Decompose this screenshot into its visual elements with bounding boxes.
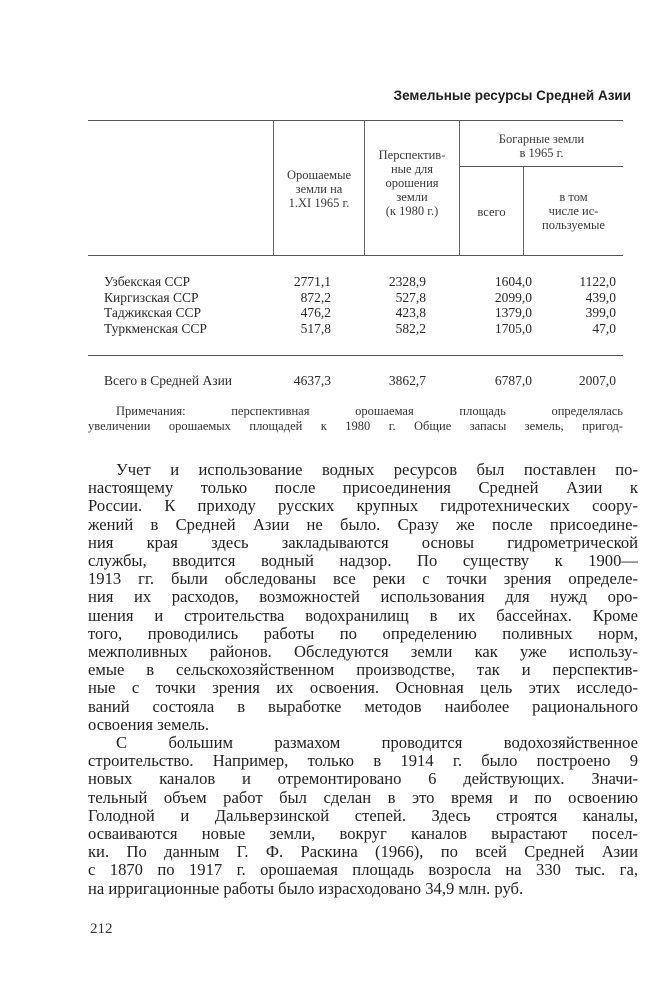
table-row [104, 305, 616, 320]
row-label: Всего в Средней Азии [104, 373, 233, 388]
header-line: ные для [390, 162, 434, 176]
text-line: на ирригационные работы было израсходовано 34,9 млн. руб. [88, 878, 524, 898]
header-used [524, 190, 623, 232]
cell: 6787,0 [494, 373, 532, 388]
cell: 476,2 [300, 305, 331, 320]
table-row [104, 290, 616, 305]
cell: 872,2 [300, 289, 331, 305]
body-text [88, 461, 638, 898]
cell: 3862,7 [388, 373, 426, 388]
header-bogara [460, 132, 623, 160]
cell: 2328,9 [388, 274, 426, 289]
header-line: в 1965 г. [519, 146, 564, 160]
cell: 1705,0 [494, 320, 532, 336]
header-line: в том [559, 190, 588, 204]
row-label: Туркменская ССР [104, 320, 207, 336]
text-line: ния их расходов, возможностей использования для нужд оро- [88, 587, 638, 607]
text-line: С большим размахом проводится водохозяйственное [116, 733, 638, 753]
text-line: 1913 гг. были обследованы все реки с точки зрения определе- [88, 569, 638, 589]
text-line: межполивных районов. Обследуются земли как уже использу- [88, 642, 638, 662]
row-label: Узбекская ССР [104, 274, 191, 289]
header-line: пользуемые [542, 218, 605, 232]
header-bottom-rule [88, 255, 623, 256]
text-line: тельный объем работ был сделан в это время и по освоению [88, 787, 638, 807]
header-line: орошения [385, 176, 439, 190]
text-line: емые в сельскохозяйственном производстве, так и перспектив- [88, 660, 638, 680]
cell: 47,0 [592, 320, 616, 336]
note-line: Примечания: перспективная орошаемая площадь определялась [116, 404, 623, 418]
text-line: строительство. Например, только в 1914 г. было построено 9 [88, 751, 638, 771]
text-line: Голодной и Дальверзинской степей. Здесь строятся каналы, [88, 805, 638, 825]
cell: 1379,0 [494, 305, 532, 320]
text-line: шения и строительства водохранилищ в их бассейнах. Кроме [88, 605, 638, 625]
header-total: всего [477, 205, 506, 219]
cell: 1604,0 [494, 274, 532, 289]
note-line: увеличении орошаемых площадей к 1980 г. Общие запасы земель, пригод- [88, 419, 623, 433]
text-line: осваиваются новые земли, вокруг каналов вырастают посел- [88, 824, 638, 844]
text-line: ваний состояла в выработке методов наиболее рационального [88, 696, 638, 716]
cell: 2771,1 [293, 274, 331, 289]
cell: 1122,0 [579, 274, 616, 289]
table-note [88, 404, 623, 434]
page-number: 212 [90, 921, 113, 937]
table-top-rule [88, 120, 623, 121]
cell: 439,0 [585, 289, 616, 305]
text-line: ния края здесь закладываются основы гидрометрической [88, 532, 638, 552]
cell: 582,2 [395, 320, 426, 336]
text-line: жений в Средней Азии не было. Сразу же после присоедине- [88, 514, 638, 534]
text-line: новых каналов и отремонтировано 6 действующих. Значи- [88, 769, 638, 789]
header-line: 1.XI 1965 г. [288, 196, 350, 210]
header-line: (к 1980 г.) [385, 204, 439, 218]
table-row [104, 321, 616, 336]
header-line: Перспектив- [378, 148, 446, 162]
header-line: земли [396, 190, 428, 204]
header-line: числе ис- [548, 204, 599, 218]
header-line: земли на [295, 182, 343, 196]
cell: 2007,0 [578, 373, 616, 388]
cell: 527,8 [395, 289, 426, 305]
running-header: Земельные ресурсы Средней Азии [393, 88, 631, 103]
table-row [104, 274, 616, 289]
total-rule [88, 355, 623, 356]
text-line: того, проводились работы по определению поливных норм, [88, 623, 638, 643]
text-line: Учет и использование водных ресурсов был поставлен по- [116, 460, 638, 479]
header-irrigated [274, 168, 364, 210]
cell: 399,0 [585, 305, 616, 320]
header-line: Богарные земли [498, 132, 585, 146]
cell: 4637,3 [293, 373, 331, 388]
text-line: ные с точки зрения их освоения. Основная цель этих исследо- [88, 678, 638, 698]
text-line: ки. По данным Г. Ф. Раскина (1966), по всей Средней Азии [88, 842, 638, 862]
cell: 2099,0 [494, 289, 532, 305]
text-line: освоения земель. [88, 714, 209, 734]
table-total-row [104, 373, 616, 388]
text-line: России. К приходу русских крупных гидротехнических соору- [88, 496, 638, 516]
cell: 517,8 [300, 320, 331, 336]
bogara-subrule [460, 166, 623, 167]
row-label: Киргизская ССР [104, 289, 199, 305]
text-line: настоящему только после присоединения Средней Азии к [88, 478, 638, 498]
header-prospective [365, 148, 459, 218]
text-line: с 1870 по 1917 г. орошаемая площадь возросла на 330 тыс. га, [88, 860, 638, 880]
row-label: Таджикская ССР [104, 305, 201, 320]
cell: 423,8 [395, 305, 426, 320]
text-line: службы, вводится водный надзор. По существу к 1900— [88, 551, 638, 571]
header-line: Орошаемые [286, 168, 352, 182]
